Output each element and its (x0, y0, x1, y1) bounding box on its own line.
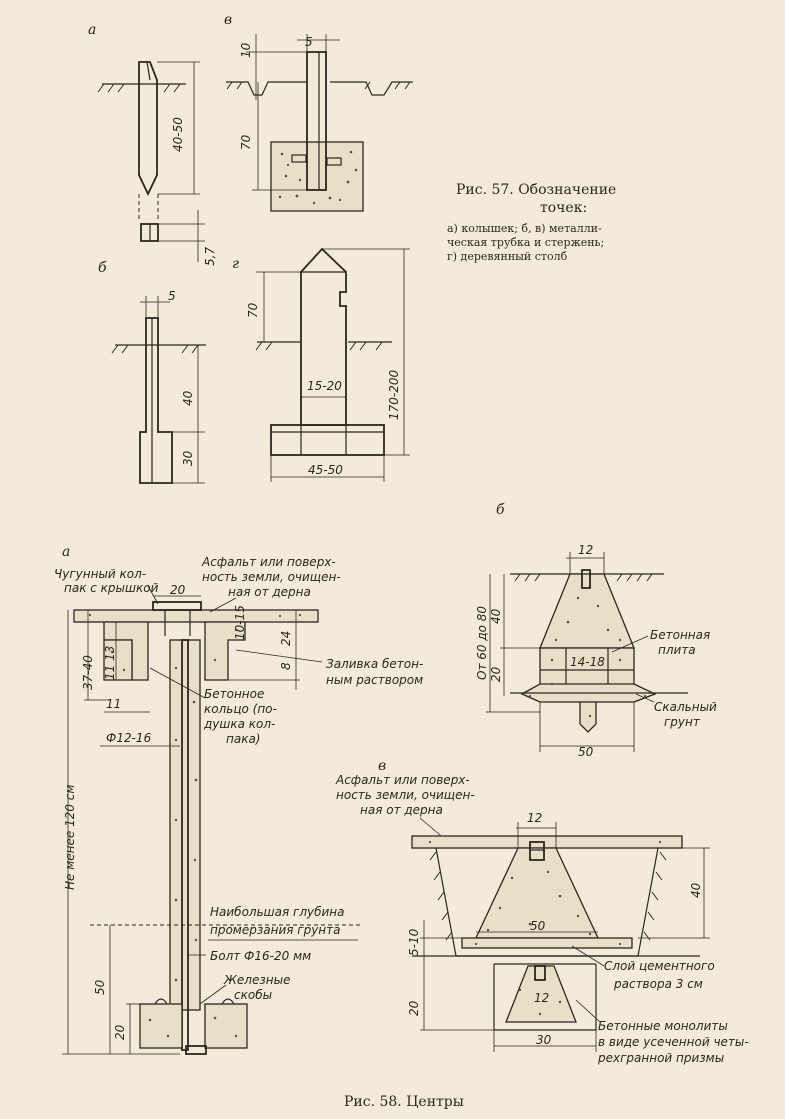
fig57-g-width-label: 15-20 (307, 379, 342, 393)
fig58-a-50-label: 50 (93, 979, 107, 995)
fig58-v-mono-3: рехгранной призмы (598, 1051, 725, 1065)
fig57-caption-line3: г) деревянный столб (447, 250, 568, 263)
fig58-v-40-label: 40 (689, 882, 703, 898)
fig58-v-30-label: 30 (536, 1033, 552, 1047)
fig58-b-14-18-label: 14-18 (570, 655, 605, 669)
fig58-a-fill-1: Заливка бетон- (326, 657, 424, 671)
fig57-letter-v: в (224, 12, 233, 28)
fig58-v-mono-1: Бетонные монолиты (598, 1019, 728, 1033)
fig58-a-24-label: 24 (279, 630, 293, 646)
fig58-a-diam-label: Ф12-16 (106, 731, 152, 745)
fig58-v-center (335, 758, 749, 1065)
fig57-caption (447, 182, 616, 263)
fig58-letter-b: б (496, 502, 505, 518)
fig58-a-ring-1: Бетонное (204, 687, 265, 701)
fig58-b-rock-1: Скальный (654, 700, 717, 714)
fig57-v-top-label: 10 (239, 42, 253, 58)
fig58-a-depth-2: промерзания грунта (210, 923, 341, 937)
fig57-g-base-label: 45-50 (308, 463, 343, 477)
fig57-letter-g: г (232, 256, 240, 272)
fig58-v-cement-2: раствора 3 см (614, 977, 703, 991)
fig58-a-cap-label-1: Чугунный кол- (54, 567, 147, 581)
fig57-b-depth-label: 40 (181, 390, 195, 406)
fig58-v-cement-1: Слой цементного (604, 959, 715, 973)
fig57-v-tube (224, 12, 413, 211)
fig58-v-12b-label: 12 (534, 991, 550, 1005)
fig57-b-width-label: 5 (168, 289, 176, 303)
fig58-a-asphalt-2: ность земли, очищен- (202, 570, 341, 584)
fig58-a-min-depth-label: Не менее 120 см (63, 784, 77, 890)
fig58-a-asphalt-1: Асфальт или поверх- (202, 555, 336, 569)
fig57-caption-title2: точек: (540, 200, 588, 216)
fig57-g-post (232, 249, 410, 482)
fig58-b-40-label: 40 (489, 608, 503, 624)
fig58-a-20b-label: 20 (113, 1024, 127, 1040)
fig58-b-slab-2: плита (658, 643, 696, 657)
fig57-g-total-label: 170-200 (387, 369, 401, 420)
fig58-b-range-label: От 60 до 80 (475, 605, 489, 680)
fig58-a-11-label: 11 (106, 697, 122, 711)
fig58-a-11-13-label: 11 13 (103, 645, 117, 680)
fig58-v-50-label: 50 (530, 919, 546, 933)
fig58-letter-a: а (62, 544, 71, 560)
fig58-b-rock-2: грунт (664, 715, 700, 729)
fig58-a-iron-2: скобы (234, 988, 273, 1002)
fig58-a-ring-4: пака) (226, 732, 261, 746)
fig58-a-20-label: 20 (170, 583, 186, 597)
fig58-letter-v: в (378, 758, 387, 774)
fig58-v-asphalt-1: Асфальт или поверх- (336, 773, 470, 787)
fig58-v-asphalt-3: ная от дерна (360, 803, 443, 817)
fig58-a-8-label: 8 (279, 662, 293, 670)
fig58-v-5-10-label: 5-10 (407, 928, 421, 956)
fig57-letter-b: б (98, 260, 107, 276)
fig58-v-asphalt-2: ность земли, очищен- (336, 788, 475, 802)
fig58-a-cap-label-2: пак с крышкой (64, 581, 159, 595)
fig57-g-top-label: 70 (246, 302, 260, 318)
fig57-caption-line2: ческая трубка и стержень; (447, 236, 605, 249)
fig58-v-20-label: 20 (407, 1000, 421, 1016)
fig57-b-rod (98, 260, 206, 483)
fig58-b-center (475, 502, 717, 759)
fig58-v-mono-2: в виде усеченной четы- (598, 1035, 749, 1049)
fig57-caption-line1: а) колышек; б, в) металли- (447, 222, 602, 235)
fig58-caption: Рис. 58. Центры (344, 1094, 464, 1110)
fig58-a-iron-1: Железные (224, 973, 291, 987)
fig58-b-20-label: 20 (489, 666, 503, 682)
fig57-a-tip-label: 5,7 (203, 246, 217, 266)
fig58-a-10-15-label: 10-15 (233, 605, 247, 640)
fig57-caption-title: Рис. 57. Обозначение (456, 182, 617, 198)
fig58-b-slab-1: Бетонная (650, 628, 711, 642)
fig58-a-fill-2: ным раствором (326, 673, 424, 687)
fig57-v-width-label-2: 5 (305, 35, 313, 49)
fig58-a-37-40-label: 37-40 (81, 655, 95, 690)
fig58-a-depth-1: Наибольшая глубина (210, 905, 345, 919)
fig58-a-asphalt-3: ная от дерна (228, 585, 311, 599)
fig57-letter-a: а (88, 22, 97, 38)
fig58-v-12-label: 12 (527, 811, 543, 825)
fig58-b-12-label: 12 (578, 543, 594, 557)
fig58-a-ring-2: кольцо (по- (204, 702, 277, 716)
fig57-a-length-label: 40-50 (171, 117, 185, 152)
fig58-b-50-label: 50 (578, 745, 594, 759)
fig57-b-base-label: 30 (181, 450, 195, 466)
fig57-v-depth-label: 70 (239, 134, 253, 150)
fig57-a-peg (88, 22, 217, 266)
fig58-a-ring-3: душка кол- (204, 717, 276, 731)
fig58-a-bolt-label: Болт Ф16-20 мм (210, 949, 312, 963)
